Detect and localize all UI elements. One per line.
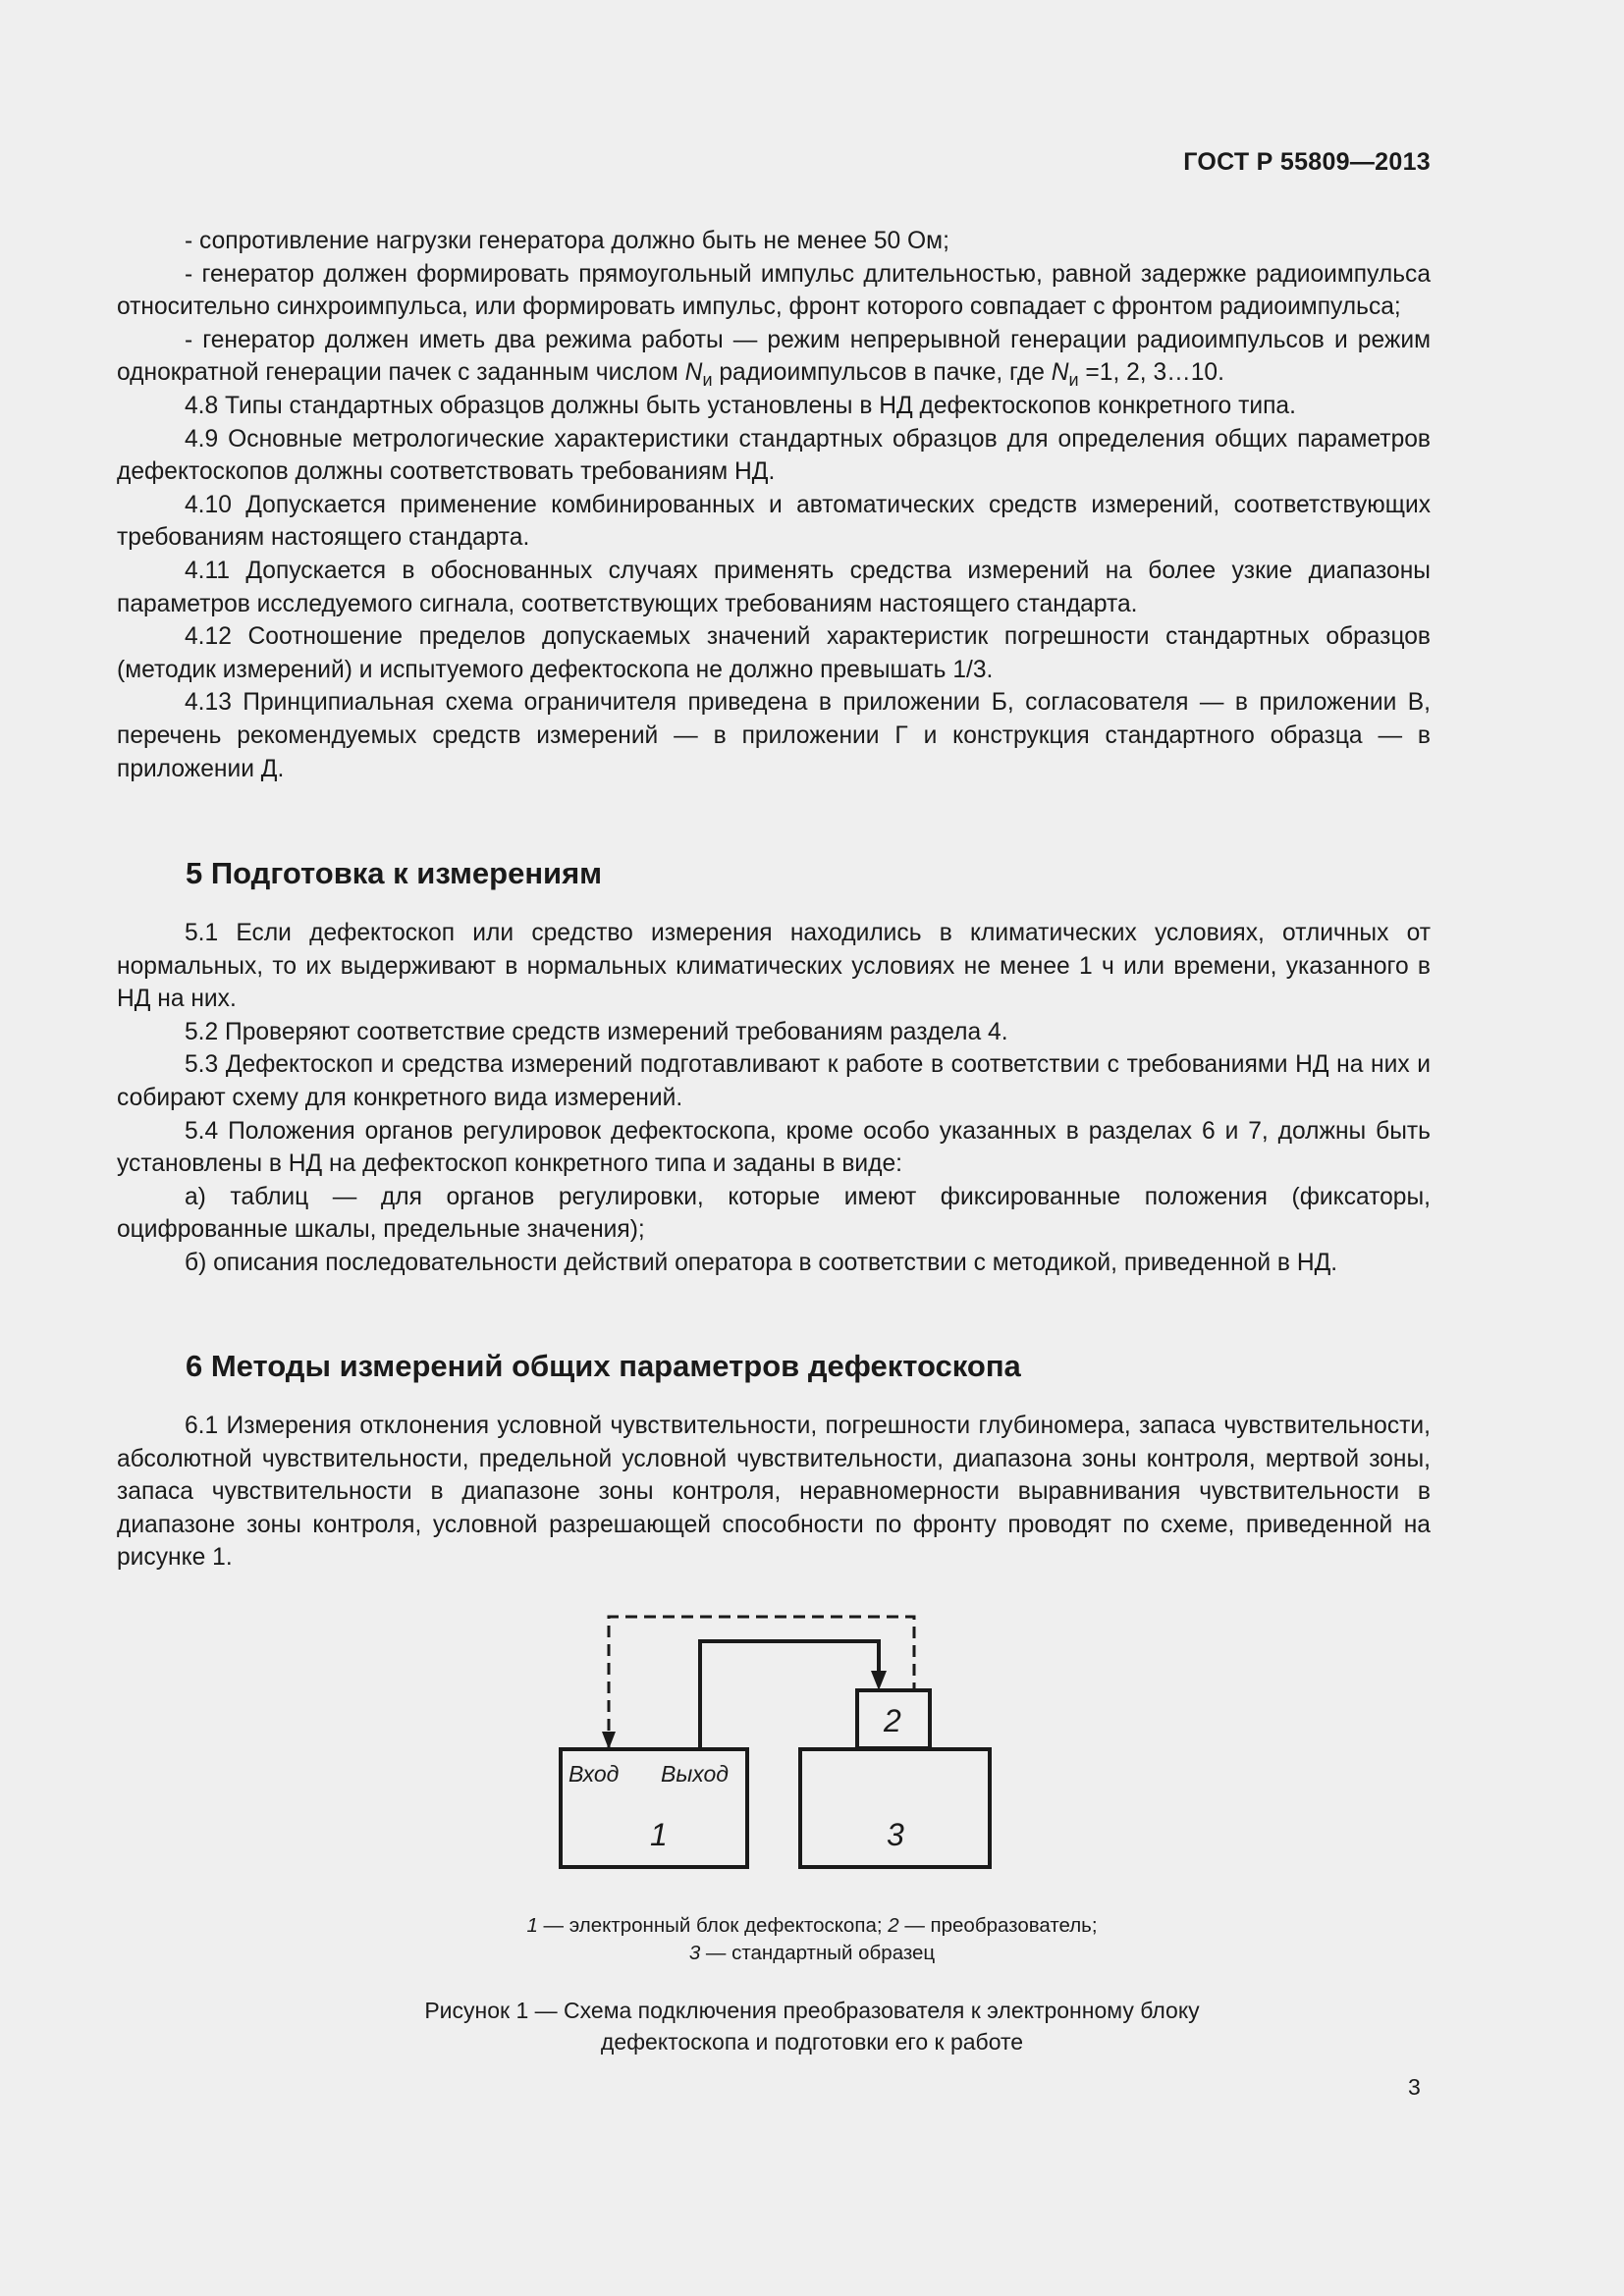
output-label: Выход [661, 1761, 730, 1787]
standard-code: ГОСТ Р 55809—2013 [1183, 148, 1431, 176]
block-2-number: 2 [884, 1703, 901, 1738]
signal-line [700, 1641, 879, 1749]
section-5-heading: 5 Подготовка к измерениям [186, 856, 603, 890]
paragraph-5-1: 5.1 Если дефектоскоп или средство измерения находились в климатических условиях, отличных от нормальных, то их выдерживают в нормальных климатических условиях не менее 1 ч или времени, указанного в НД на них. [117, 920, 1431, 1013]
paragraph-6-1: 6.1 Измерения отклонения условной чувствительности, погрешности глубиномера, запаса чувствительности, абсолютной чувствительности, предельной условной чувствительности, диапазона зоны контроля, мертвой зоны, запаса чувствительности в диапазоне зоны контроля, неравномерности выравнивания чувствительности в диапазоне зоны контроля, условной разрешающей способности по фронту проводят по схеме, приведенной на рисунке 1. [117, 1413, 1431, 1572]
input-label: Вход [568, 1761, 620, 1787]
paragraph-4-11: 4.11 Допускается в обоснованных случаях применять средства измерений на более узкие диапазоны параметров исследуемого сигнала, соответствующих требованиям настоящего стандарта. [117, 557, 1431, 617]
block-1-number: 1 [650, 1817, 668, 1852]
arrow-head-input [602, 1732, 616, 1749]
paragraph-4-8: 4.8 Типы стандартных образцов должны быть установлены в НД дефектоскопов конкретного типа. [185, 392, 1296, 419]
section-5-body [117, 917, 1431, 1280]
paragraph-5-2: 5.2 Проверяют соответствие средств измерений требованиям раздела 4. [185, 1018, 1008, 1045]
paragraph: - генератор должен формировать прямоугольный импульс длительностью, равной задержке радиоимпульса относительно синхроимпульса, или формировать импульс, фронт которого совпадает с фронтом радиоимпульса; [117, 260, 1431, 321]
section-4-continuation [117, 225, 1431, 785]
arrow-head-transducer [871, 1671, 887, 1690]
dashed-feedback-line [609, 1617, 914, 1749]
paragraph-5-4-a: а) таблиц — для органов регулировки, которые имеют фиксированные положения (фиксаторы, оцифрованные шкалы, предельные значения); [117, 1183, 1431, 1244]
variable-n: N [684, 359, 703, 387]
section-6-heading: 6 Методы измерений общих параметров дефектоскопа [186, 1349, 1021, 1383]
paragraph-4-9: 4.9 Основные метрологические характеристики стандартных образцов для определения общих параметров дефектоскопов должны соответствовать требованиям НД. [117, 425, 1431, 486]
variable-n: N [1051, 359, 1069, 387]
paragraph-4-10: 4.10 Допускается применение комбинированных и автоматических средств измерений, соответствующих требованиям настоящего стандарта. [117, 491, 1431, 552]
section-6-body [117, 1410, 1431, 1575]
paragraph-5-3: 5.3 Дефектоскоп и средства измерений подготавливают к работе в соответствии с требованиями НД на них и собирают схему для конкретного вида измерений. [117, 1051, 1431, 1111]
block-3-number: 3 [887, 1817, 904, 1852]
page-number: 3 [1408, 2074, 1421, 2100]
paragraph-5-4: 5.4 Положения органов регулировок дефектоскопа, кроме особо указанных в разделах 6 и 7, должны быть установлены в НД на дефектоскоп конкретного типа и заданы в виде: [117, 1117, 1431, 1178]
paragraph: - генератор должен иметь два режима работы — режим непрерывной генерации радиоимпульсов и режим однократной генерации пачек с заданным числом $N_и$ радиоимпульсов в пачке, где $N_и =1$, 2, 3…10. [117, 326, 1431, 391]
paragraph-4-12: 4.12 Соотношение пределов допускаемых значений характеристик погрешности стандартных образцов (методик измерений) и испытуемого дефектоскопа не должно превышать 1/3. [117, 623, 1431, 683]
figure-legend: 1 — электронный блок дефектоскопа; 2 — преобразователь; 3 — стандартный образец [526, 1914, 1098, 1964]
connection-diagram [550, 1610, 1001, 1895]
paragraph-4-13: 4.13 Принципиальная схема ограничителя приведена в приложении Б, согласователя — в приложении В, перечень рекомендуемых средств измерений — в приложении Г и конструкция стандартного образца — в приложении Д. [117, 689, 1431, 782]
figure-caption: Рисунок 1 — Схема подключения преобразователя к электронному блоку дефектоскопа и подготовки его к работе [424, 1998, 1200, 2055]
paragraph-5-4-b: б) описания последовательности действий оператора в соответствии с методикой, приведенной в НД. [185, 1249, 1338, 1276]
paragraph: - сопротивление нагрузки генератора должно быть не менее 50 Ом; [185, 228, 949, 254]
